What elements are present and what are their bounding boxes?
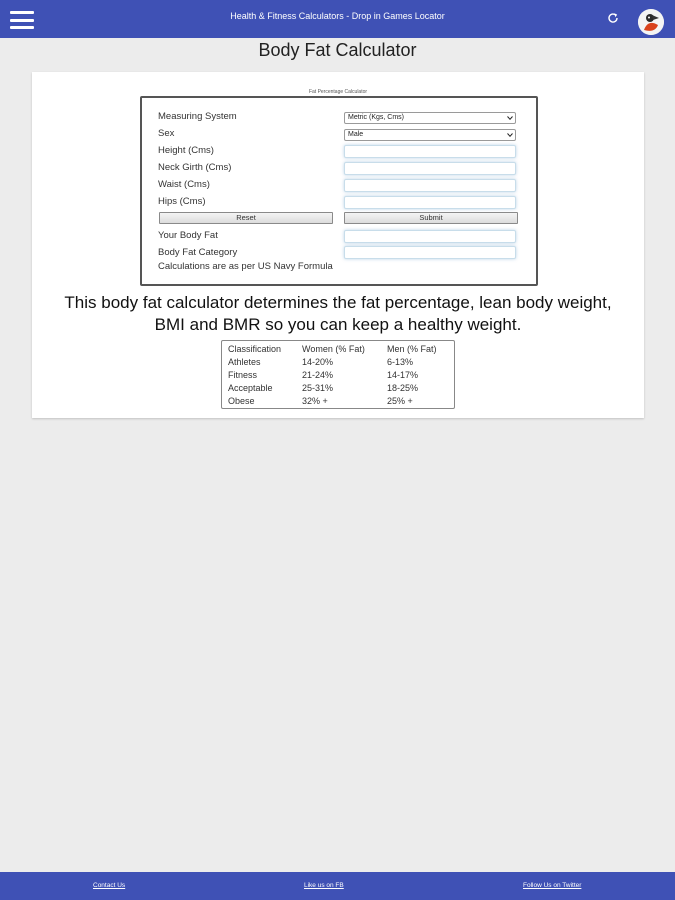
table-cell: 32% + <box>302 396 328 406</box>
hips-input[interactable] <box>344 196 516 209</box>
contact-us-link[interactable]: Contact Us <box>93 882 126 889</box>
calculator-caption: Fat Percentage Calculator <box>308 89 368 95</box>
avatar-graphic <box>638 9 664 35</box>
formula-note: Calculations are as per US Navy Formula <box>158 261 333 272</box>
fat-percentage-calculator <box>140 96 538 286</box>
table-header-cell: Men (% Fat) <box>387 344 437 354</box>
app-header <box>0 0 675 38</box>
table-cell: Fitness <box>228 370 258 380</box>
waist-label: Waist (Cms) <box>158 179 210 190</box>
refresh-icon[interactable] <box>606 11 620 25</box>
app-footer <box>0 872 675 900</box>
page-title: Body Fat Calculator <box>258 40 417 60</box>
table-cell: 25-31% <box>302 383 334 393</box>
sex-value: Male <box>348 131 364 138</box>
table-cell: 21-24% <box>302 370 334 380</box>
hips-label: Hips (Cms) <box>158 196 206 207</box>
submit-button[interactable]: Submit <box>344 212 518 224</box>
table-cell: Athletes <box>228 357 261 367</box>
table-row <box>228 395 437 408</box>
app-logo-avatar[interactable] <box>638 9 664 35</box>
height-input[interactable] <box>344 145 516 158</box>
neck-girth-input[interactable] <box>344 162 516 175</box>
table-cell: Acceptable <box>228 383 273 393</box>
body-fat-output[interactable] <box>344 230 516 243</box>
chevron-down-icon <box>507 116 513 120</box>
table-row <box>228 369 437 382</box>
body-fat-category-label: Body Fat Category <box>158 247 238 258</box>
reset-button[interactable]: Reset <box>159 212 333 224</box>
follow-us-on-twitter-link[interactable]: Follow Us on Twitter <box>523 882 582 889</box>
measuring-system-label: Measuring System <box>158 111 237 122</box>
sex-label: Sex <box>158 128 175 139</box>
neck-girth-label: Neck Girth (Cms) <box>158 162 232 173</box>
table-cell: 14-20% <box>302 357 334 367</box>
height-label: Height (Cms) <box>158 145 214 156</box>
table-cell: 6-13% <box>387 357 414 367</box>
sex-select[interactable] <box>344 129 516 141</box>
like-us-on-fb-link[interactable]: Like us on FB <box>304 882 344 889</box>
calculator-card <box>32 72 644 418</box>
measuring-system-select[interactable] <box>344 112 516 124</box>
table-cell: 25% + <box>387 396 413 406</box>
body-fat-label: Your Body Fat <box>158 230 218 241</box>
table-cell: 14-17% <box>387 370 419 380</box>
table-row <box>228 382 437 395</box>
measuring-system-value: Metric (Kgs, Cms) <box>348 114 404 121</box>
table-cell: 18-25% <box>387 383 419 393</box>
table-header-cell: Women (% Fat) <box>302 344 365 354</box>
table-header-row <box>228 343 437 356</box>
table-cell: Obese <box>228 396 255 406</box>
chevron-down-icon <box>507 133 513 137</box>
table-row <box>228 356 437 369</box>
body-fat-category-output[interactable] <box>344 246 516 259</box>
calculator-description: This body fat calculator determines the fat percentage, lean body weight, BMI and BMR so you can keep a healthy weight. <box>64 293 612 334</box>
app-title: Health & Fitness Calculators - Drop in Games Locator <box>230 11 445 21</box>
table-header-cell: Classification <box>228 344 282 354</box>
classification-table <box>221 340 455 409</box>
waist-input[interactable] <box>344 179 516 192</box>
